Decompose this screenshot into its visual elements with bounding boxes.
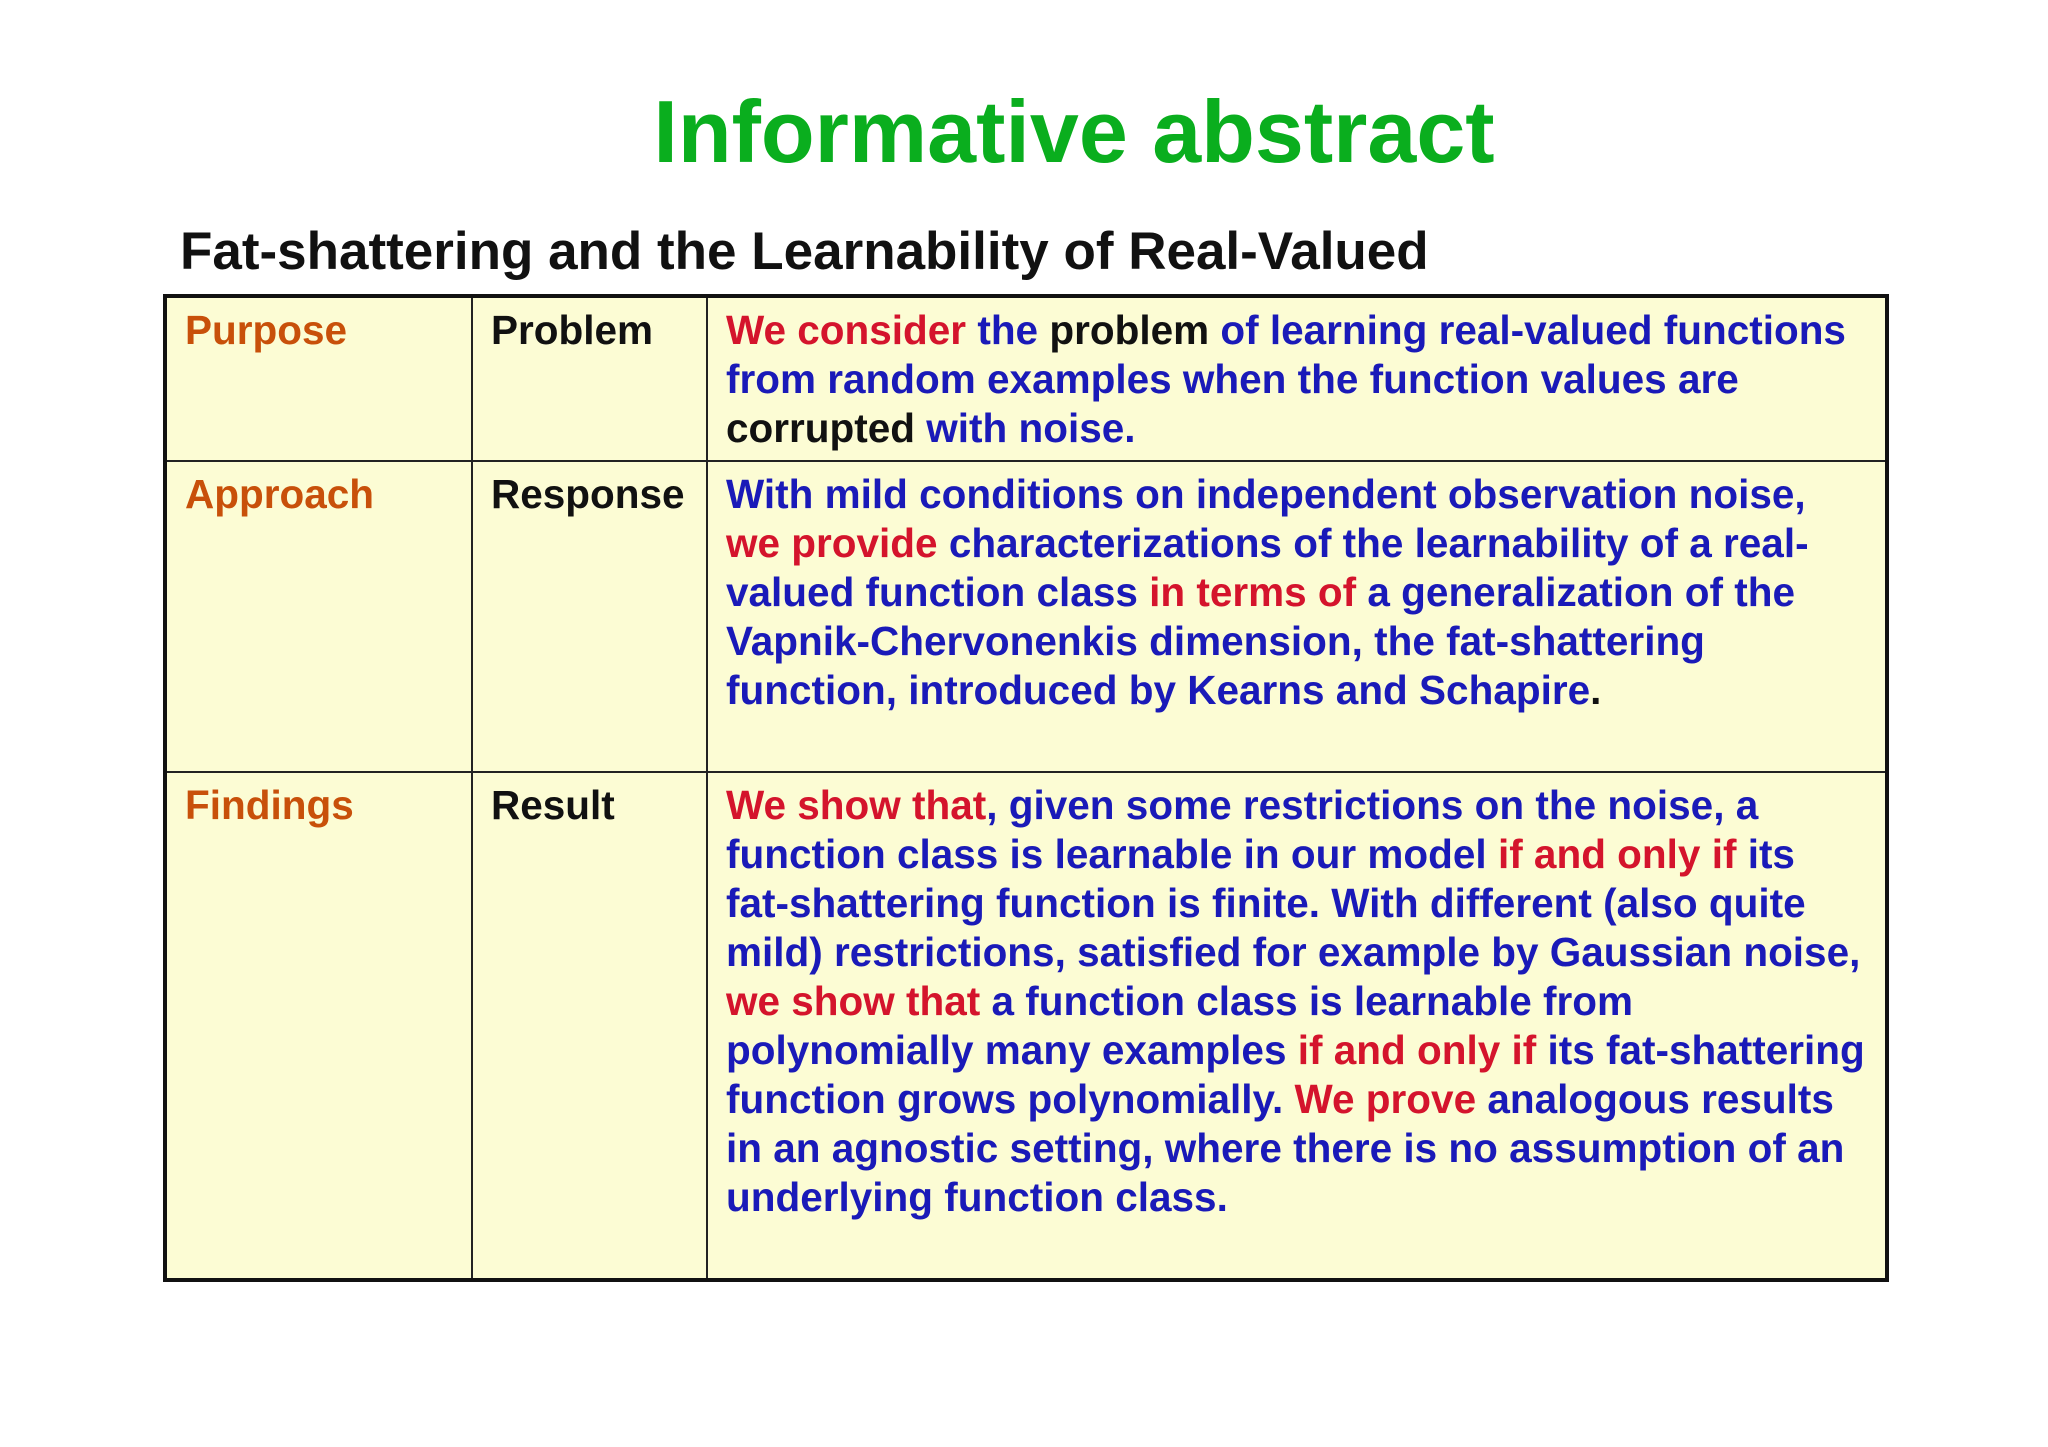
text-segment-blue: characterizations of the learnability of a real-valued function class — [726, 520, 1809, 615]
text-segment-red: we provide — [726, 520, 938, 566]
text-segment-red: We prove — [1294, 1076, 1477, 1122]
section-label: Result — [472, 772, 707, 1280]
text-segment-red: if and only if — [1297, 1027, 1537, 1073]
table-row — [165, 772, 1887, 1280]
slide-title: Informative abstract — [653, 82, 1495, 181]
section-label: Response — [472, 461, 707, 772]
section-name: Purpose — [165, 296, 472, 461]
text-segment-black: . — [1590, 667, 1602, 713]
text-segment-blue: its fat-shattering function is finite. With different (also quite mild) restrictions, satisfied for example by Gaussian noise, — [726, 831, 1861, 975]
text-segment-blue: , given some restrictions on the noise, a function class is learnable in our model — [726, 782, 1759, 877]
text-segment-blue: with noise. — [915, 405, 1136, 451]
section-name: Findings — [165, 772, 472, 1280]
text-segment-red: if and only if — [1497, 831, 1737, 877]
text-segment-blue: a generalization of the Vapnik-Chervonenkis dimension, the fat-shattering function, introduced by Kearns and Schapire — [726, 569, 1795, 713]
table-row — [165, 296, 1887, 461]
paper-title: Fat-shattering and the Learnability of Real-Valued — [180, 222, 1429, 281]
text-segment-red: we show that — [726, 978, 981, 1024]
text-segment-blue: a function class is learnable from polynomially many examples — [726, 978, 1633, 1073]
text-segment-blue: of learning real-valued functions from random examples when the function values are — [726, 307, 1846, 402]
table-row — [165, 461, 1887, 772]
text-segment-red: We consider — [726, 307, 967, 353]
text-segment-red: We show that — [726, 782, 987, 828]
abstract-table — [163, 294, 1889, 1282]
abstract-text — [707, 296, 1887, 461]
abstract-text — [707, 772, 1887, 1280]
text-segment-black: corrupted — [726, 405, 916, 451]
section-name: Approach — [165, 461, 472, 772]
text-segment-red: in terms of — [1149, 569, 1357, 615]
abstract-text — [707, 461, 1887, 772]
text-segment-blue: analogous results in an agnostic setting, where there is no assumption of an underlying function class. — [726, 1076, 1845, 1220]
text-segment-blue: the — [966, 307, 1050, 353]
text-segment-blue: With mild conditions on independent observation noise, — [726, 471, 1806, 517]
text-segment-black: problem — [1049, 307, 1210, 353]
text-segment-blue: its fat-shattering function grows polynomially. — [726, 1027, 1865, 1122]
section-label: Problem — [472, 296, 707, 461]
